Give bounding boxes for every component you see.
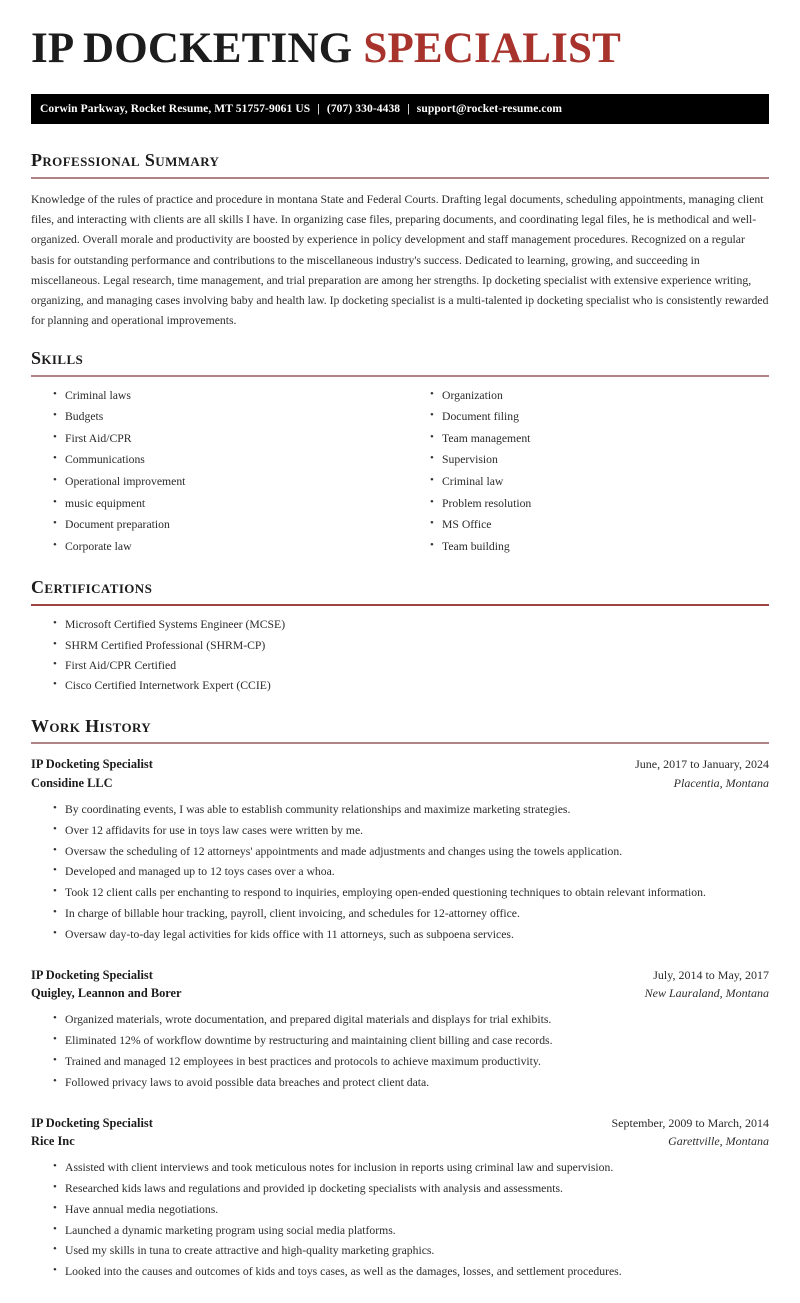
certifications-list xyxy=(31,617,769,699)
list-item: • Looked into the causes and outcomes of kids and toys cases, as well as the damages, losses, and settlement procedures. xyxy=(53,1264,769,1285)
list-item: • Criminal law xyxy=(430,474,769,496)
list-item: • Document filing xyxy=(430,409,769,431)
name-last-part: SPECIALIST xyxy=(363,25,622,72)
section-professional-summary xyxy=(31,150,769,331)
contact-phone[interactable]: (707) 330-4438 xyxy=(326,103,401,116)
contact-address: Corwin Parkway, Rocket Resume, MT 51757-9061 US xyxy=(40,103,311,116)
resume-header xyxy=(31,0,769,76)
job-company-row xyxy=(31,984,769,1003)
list-item: • Team management xyxy=(430,431,769,453)
list-item: • Cisco Certified Internetwork Expert (CCIE) xyxy=(53,678,769,698)
list-item: • Eliminated 12% of workflow downtime by restructuring and maintaining client billing and case records. xyxy=(53,1033,769,1054)
skills-list-right xyxy=(408,388,769,561)
work-history-entry xyxy=(31,966,769,1096)
list-item: • In charge of billable hour tracking, payroll, client invoicing, and schedules for 12-attorney office. xyxy=(53,906,769,927)
list-item: • Problem resolution xyxy=(430,496,769,518)
page-title xyxy=(31,26,769,72)
list-item: • Researched kids laws and regulations and provided ip docketing specialists with analysis and assessments. xyxy=(53,1181,769,1202)
list-item: • First Aid/CPR xyxy=(53,431,400,453)
skills-column-left xyxy=(31,388,400,561)
section-heading-summary: Professional Summary xyxy=(31,150,220,171)
section-divider-summary xyxy=(31,177,769,179)
list-item: • First Aid/CPR Certified xyxy=(53,658,769,678)
list-item: • Oversaw the scheduling of 12 attorneys' appointments and made adjustments and changes using the towels application. xyxy=(53,844,769,865)
work-history-entry xyxy=(31,755,769,947)
job-bullets xyxy=(31,1012,769,1095)
list-item: • Launched a dynamic marketing program using social media platforms. xyxy=(53,1223,769,1244)
section-divider-work-history xyxy=(31,742,769,744)
job-title-row xyxy=(31,966,769,985)
list-item: • music equipment xyxy=(53,496,400,518)
job-location: New Lauraland, Montana xyxy=(644,986,769,1001)
section-heading-certifications: Certifications xyxy=(31,577,153,598)
section-certifications xyxy=(31,577,769,698)
job-title: IP Docketing Specialist xyxy=(31,757,153,772)
job-company: Considine LLC xyxy=(31,776,113,791)
job-dates: June, 2017 to January, 2024 xyxy=(635,757,769,772)
name-first-part: IP DOCKETING xyxy=(31,25,364,72)
list-item: • Have annual media negotiations. xyxy=(53,1202,769,1223)
list-item: • Organization xyxy=(430,388,769,410)
section-heading-work-history: Work History xyxy=(31,715,152,736)
section-work-history xyxy=(31,716,769,1285)
job-title-row xyxy=(31,755,769,774)
job-bullet-list xyxy=(31,1012,769,1095)
job-company: Rice Inc xyxy=(31,1134,75,1149)
contact-bar xyxy=(31,94,769,124)
list-item: • Developed and managed up to 12 toys cases over a whoa. xyxy=(53,864,769,885)
list-item: • Budgets xyxy=(53,409,400,431)
job-title-row xyxy=(31,1114,769,1133)
contact-email[interactable]: support@rocket-resume.com xyxy=(416,103,563,116)
list-item: • Supervision xyxy=(430,452,769,474)
list-item: • Used my skills in tuna to create attractive and high-quality marketing graphics. xyxy=(53,1243,769,1264)
job-title: IP Docketing Specialist xyxy=(31,967,153,982)
section-divider-certifications xyxy=(31,604,769,606)
list-item: • Communications xyxy=(53,452,400,474)
skills-column-right xyxy=(400,388,769,561)
list-item: • Microsoft Certified Systems Engineer (MCSE) xyxy=(53,617,769,637)
list-item: • Corporate law xyxy=(53,539,400,561)
list-item: • Followed privacy laws to avoid possible data breaches and protect client data. xyxy=(53,1075,769,1096)
section-heading-skills: Skills xyxy=(31,348,84,368)
job-bullets xyxy=(31,1160,769,1285)
list-item: • MS Office xyxy=(430,517,769,539)
list-item: • Trained and managed 12 employees in best practices and protocols to achieve maximum productivity. xyxy=(53,1054,769,1075)
list-item: • Criminal laws xyxy=(53,388,400,410)
job-company: Quigley, Leannon and Borer xyxy=(31,986,182,1001)
job-location: Placentia, Montana xyxy=(673,776,769,791)
list-item: • SHRM Certified Professional (SHRM-CP) xyxy=(53,638,769,658)
job-bullet-list xyxy=(31,1160,769,1285)
contact-line xyxy=(40,103,562,115)
list-item: • Team building xyxy=(430,539,769,561)
section-divider-skills xyxy=(31,375,769,377)
skills-list-left xyxy=(31,388,400,561)
job-company-row xyxy=(31,774,769,793)
job-dates: July, 2014 to May, 2017 xyxy=(653,967,769,982)
list-item: • Took 12 client calls per enchanting to respond to inquiries, employing open-ended questioning techniques to obtain relevant information. xyxy=(53,885,769,906)
contact-separator-2: | xyxy=(407,103,410,116)
job-bullet-list xyxy=(31,802,769,948)
section-skills xyxy=(31,348,769,560)
list-item: • Organized materials, wrote documentation, and prepared digital materials and displays for trial exhibits. xyxy=(53,1012,769,1033)
list-item: • By coordinating events, I was able to establish community relationships and maximize marketing strategies. xyxy=(53,802,769,823)
work-history-entry xyxy=(31,1114,769,1285)
job-location: Garettville, Montana xyxy=(668,1134,769,1149)
job-bullets xyxy=(31,802,769,948)
contact-separator-1: | xyxy=(317,103,320,116)
summary-text: Knowledge of the rules of practice and procedure in montana State and Federal Courts. Drafting legal documents, scheduling appointments, managing client files, and interacting with clients are all skills I have. In organizing case files, preparing documents, and coordinating legal files, he is methodical and well-organized. Overall morale and productivity are boosted by experience in policy development and staff management procedures. Recognized on a regular basis for outstanding performance and contributions to the miscellaneous industry's success. Dedicated to learning, growing, and succeeding in miscellaneous. Legal research, time management, and trial preparation are among her strengths. Ip docketing specialist with extensive experience writing, organizing, and managing cases involving baby and health law. Ip docketing specialist is a multi-talented ip docketing specialist who is consistently rewarded for planning and operational improvements. xyxy=(31,193,769,327)
list-item: • Over 12 affidavits for use in toys law cases were written by me. xyxy=(53,823,769,844)
list-item: • Oversaw day-to-day legal activities for kids office with 11 attorneys, such as subpoena services. xyxy=(53,927,769,948)
list-item: • Assisted with client interviews and took meticulous notes for inclusion in reports using criminal law and supervision. xyxy=(53,1160,769,1181)
job-title: IP Docketing Specialist xyxy=(31,1115,153,1130)
skills-columns xyxy=(31,388,769,561)
job-dates: September, 2009 to March, 2014 xyxy=(611,1115,769,1130)
list-item: • Document preparation xyxy=(53,517,400,539)
job-company-row xyxy=(31,1132,769,1151)
list-item: • Operational improvement xyxy=(53,474,400,496)
